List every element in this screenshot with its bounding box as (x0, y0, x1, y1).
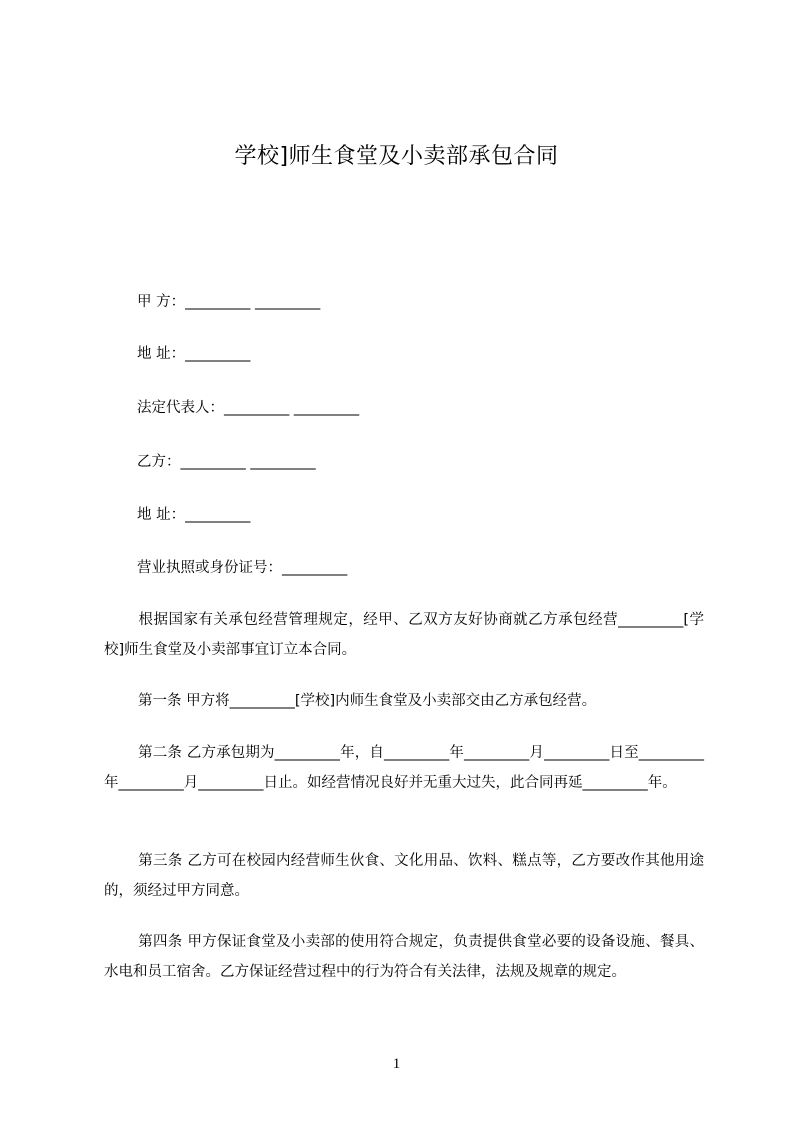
preamble-text: 根据国家有关承包经营管理规定，经甲、乙双方友好协商就乙方承包经营_________[学校]师生食堂及小卖部事宜订立本合同。 (104, 612, 704, 658)
preamble-paragraph (104, 605, 704, 665)
party-b-address-field: 地 址：_________ (137, 507, 251, 523)
article-1-text: 第一条 甲方将_________[学校]内师生食堂及小卖部交由乙方承包经营。 (138, 693, 597, 709)
article-4-text: 第四条 甲方保证食堂及小卖部的使用符合规定，负责提供食堂必要的设备设施、餐具、水电和员工宿舍。乙方保证经营过程中的行为符合有关法律，法规及规章的规定。 (104, 934, 704, 980)
article-3-text: 第三条 乙方可在校园内经营师生伙食、文化用品、饮料、糕点等，乙方要改作其他用途的，须经过甲方同意。 (104, 853, 704, 899)
party-a-name-field: 甲 方：_________ _________ (137, 294, 321, 310)
party-b-name-field: 乙方：_________ _________ (137, 454, 316, 470)
article-4-paragraph (104, 927, 704, 987)
article-2-text: 第二条 乙方承包期为_________年，自_________年_________月_________日至_________年_________月_________日止。如经营情况良好并无重大过失，此合同再延_________年。 (104, 745, 704, 791)
business-license-field: 营业执照或身份证号：_________ (137, 560, 348, 576)
legal-representative-field: 法定代表人：_________ _________ (137, 400, 360, 416)
article-1-paragraph (104, 686, 704, 716)
article-2-paragraph (104, 738, 704, 798)
page-number: 1 (392, 1056, 401, 1072)
party-a-address-field: 地 址：_________ (137, 346, 251, 362)
article-3-paragraph (104, 846, 704, 906)
document-title: 学校]师生食堂及小卖部承包合同 (234, 144, 559, 169)
